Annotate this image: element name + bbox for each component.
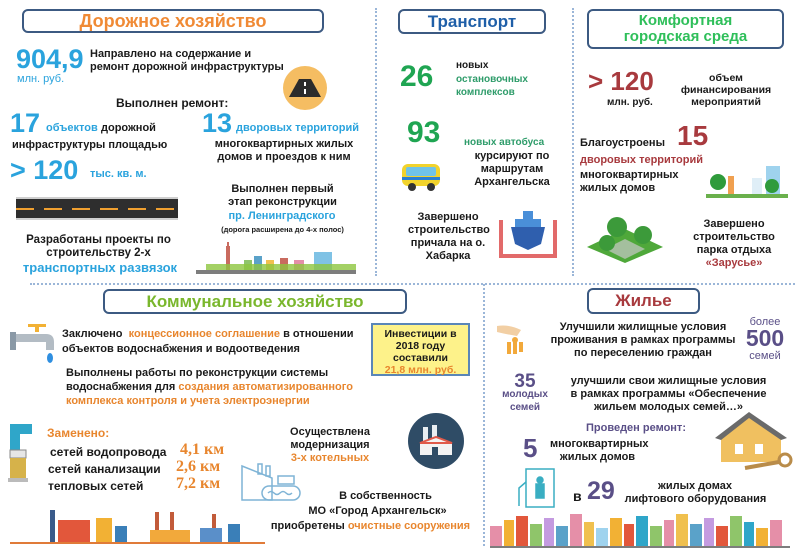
factory-skyline-image <box>10 500 265 544</box>
house-keys-image <box>715 412 795 476</box>
housing-young-value: 35 <box>514 371 536 392</box>
replaced-item-value: 4,1 км <box>180 441 225 458</box>
housing-lift-pre: в <box>573 488 582 504</box>
road-recon-note: (дорога расширена до 4-х полос) <box>221 225 344 234</box>
road-projects-text: Разработаны проекты по строительству 2-х <box>26 234 171 259</box>
replaced-item-label: сетей канализации <box>48 462 161 476</box>
pipe-icon <box>6 420 34 484</box>
road-area-value: > 120 <box>10 155 79 185</box>
bus-icon <box>400 158 444 194</box>
comfort-park-name: «Зарусье» <box>705 257 763 269</box>
housing-resettle-value: 500 <box>745 325 785 351</box>
playground-image <box>706 164 788 200</box>
comfort-funding-value: > 120 <box>588 66 654 96</box>
road-area-unit: тыс. кв. м. <box>90 168 147 180</box>
ship-icon <box>497 210 559 260</box>
utility-property-text3: приобретены <box>270 520 345 532</box>
utility-concession-post: в отношении объектов водоснабжения и водоотведения <box>62 328 354 355</box>
utility-concession <box>62 327 362 357</box>
transport-buses-value: 93 <box>407 116 441 149</box>
housing-title <box>587 288 700 314</box>
utility-works <box>66 366 356 408</box>
utility-concession-pre: Заключено <box>62 328 123 340</box>
investment-value: 21,8 млн. руб. <box>384 364 457 376</box>
road-amount-unit: млн. руб. <box>17 73 65 85</box>
divider-vertical-3 <box>483 284 485 546</box>
transport-stops-word2: остановочных комплексов <box>456 74 528 98</box>
transport-buses-desc: курсируют по маршрутам Архангельска <box>474 150 550 188</box>
housing-lift-desc1: жилых домах <box>658 480 732 492</box>
utility-property-accent: очистные сооружения <box>347 520 471 532</box>
road-amount-value: 904,9 <box>16 44 84 74</box>
replaced-item-value: 7,2 км <box>176 475 221 492</box>
utility-property-text1: В собственность <box>339 490 432 502</box>
elevator-icon <box>518 468 560 510</box>
keys-hand-icon <box>495 322 529 356</box>
road-objects-value: 17 <box>10 108 41 138</box>
housing-resettle-pre: более <box>749 316 781 328</box>
utility-title-text: Коммунальное хозяйство <box>146 291 364 311</box>
road-recon-street: пр. Ленинградского <box>228 210 336 222</box>
replaced-heading: Заменено: <box>47 426 110 440</box>
road-yards-word: дворовых территорий <box>236 122 359 134</box>
replaced-item-value: 2,6 км <box>176 458 221 475</box>
utility-property <box>258 489 483 534</box>
comfort-title-text: Комфортная городская среда <box>623 12 748 45</box>
housing-young-word1: молодых <box>502 389 548 400</box>
transport-title-text: Транспорт <box>427 11 517 31</box>
comfort-improved-value: 15 <box>677 120 709 151</box>
housing-young-word2: семей <box>509 402 541 413</box>
utility-boiler-accent: 3-х котельных <box>290 452 370 464</box>
comfort-improved-desc: многоквартирных жилых домов <box>580 169 679 194</box>
road-recon-text: Выполнен первый этап реконструкции <box>228 183 337 208</box>
housing-lift-value: 29 <box>587 477 615 505</box>
utility-title <box>103 289 407 314</box>
investment-box <box>371 323 470 376</box>
transport-stops-value: 26 <box>400 60 434 93</box>
housing-young-desc: улучшили свои жилищные условия в рамках программы «Обеспечение жильем молодых семей…» <box>570 375 767 413</box>
divider-vertical-1 <box>375 8 377 276</box>
comfort-funding-desc: объем финансирования мероприятий <box>680 72 772 108</box>
road-strip-image <box>16 197 178 220</box>
road-title <box>22 9 324 33</box>
investment-text: Инвестиции в 2018 году составили <box>384 328 457 364</box>
comfort-title <box>587 9 784 49</box>
utility-property-text2: МО «Город Архангельск» <box>308 505 447 517</box>
utility-works-text: Выполнены работы по реконструкции системы водоснабжения для <box>66 367 329 393</box>
housing-resettle-text: Улучшили жилищные условия проживания в рамках программы по переселению граждан <box>550 321 736 359</box>
city-skyline-image <box>196 240 356 276</box>
colorful-city-image <box>490 512 790 548</box>
road-amount-desc: Направлено на содержание и ремонт дорожной инфраструктуры <box>90 48 284 73</box>
faucet-icon <box>8 322 56 368</box>
boiler-icon <box>408 413 464 469</box>
road-objects-word: объектов <box>46 122 98 134</box>
transport-buses-word: новых автобуса <box>464 137 545 148</box>
replaced-item-label: сетей водопровода <box>50 445 167 459</box>
housing-title-text: Жилье <box>615 291 672 310</box>
utility-boiler-text: Осуществлена модернизация <box>290 426 370 451</box>
road-title-text: Дорожное хозяйство <box>79 10 267 31</box>
housing-houses-value: 5 <box>523 433 538 463</box>
housing-lift-desc2: лифтового оборудования <box>624 493 767 505</box>
comfort-funding-unit: млн. руб. <box>607 97 653 108</box>
housing-resettle-unit: семей <box>749 350 781 362</box>
road-objects-desc1: дорожной <box>101 122 156 134</box>
road-yards-desc: многоквартирных жилых домов и проездов к ним <box>214 138 354 163</box>
utility-property-line3 <box>258 519 483 534</box>
comfort-improved-accent: дворовых территорий <box>580 154 703 166</box>
park-image <box>585 215 665 263</box>
road-yards-value: 13 <box>202 108 233 138</box>
comfort-improved-text: Благоустроены <box>580 137 665 149</box>
replaced-item-label: тепловых сетей <box>48 479 144 493</box>
utility-works-accent: создания автоматизированного комплекса контроля и учета электроэнергии <box>66 381 353 407</box>
divider-vertical-2 <box>572 8 574 276</box>
comfort-park-text: Завершено строительство парка отдыха <box>693 218 775 256</box>
road-objects-desc2: инфраструктуры площадью <box>12 139 168 151</box>
housing-repair-heading: Проведен ремонт: <box>586 422 686 434</box>
transport-pier-text: Завершено строительство причала на о. Хабарка <box>408 211 490 262</box>
road-icon <box>283 66 327 110</box>
housing-houses-desc: многоквартирных жилых домов <box>550 438 649 463</box>
transport-title <box>398 9 546 34</box>
divider-horizontal <box>30 283 795 285</box>
road-repair-heading: Выполнен ремонт: <box>116 96 229 110</box>
road-projects-accent: транспортных развязок <box>22 260 178 275</box>
utility-concession-accent: концессионное соглашение <box>128 328 281 340</box>
transport-stops-word1: новых <box>456 60 489 71</box>
